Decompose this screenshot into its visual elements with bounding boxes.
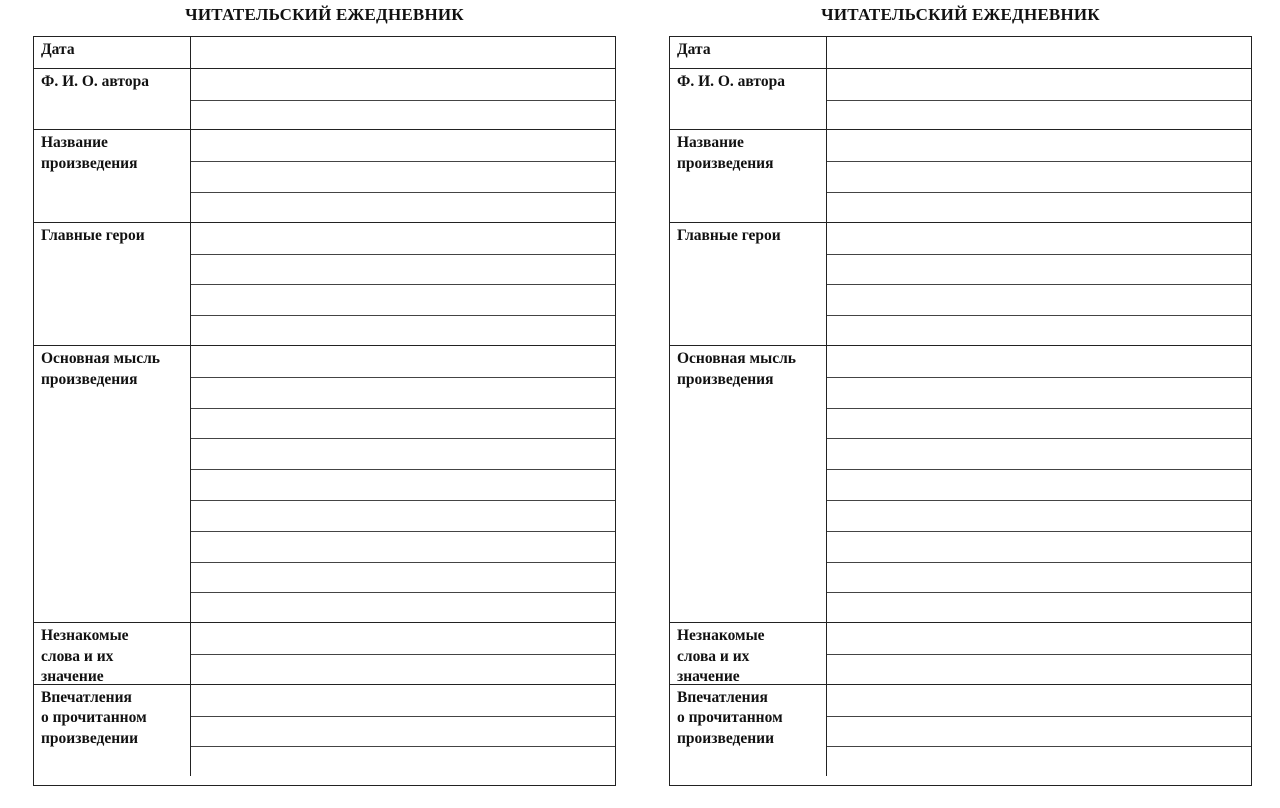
writing-line	[191, 531, 615, 532]
diary-form	[33, 36, 616, 786]
writing-line	[191, 192, 615, 193]
writing-line	[191, 716, 615, 717]
row-label: Главные герои	[34, 223, 191, 345]
writing-line	[827, 161, 1251, 162]
row-label: Основная мысль произведения	[34, 346, 191, 622]
writing-line	[827, 284, 1251, 285]
form-row-unknown-words	[34, 622, 615, 684]
writing-line	[191, 161, 615, 162]
writing-line	[827, 746, 1251, 747]
row-label: Незнакомые слова и их значение	[34, 623, 191, 684]
writing-line	[191, 562, 615, 563]
writing-line	[827, 716, 1251, 717]
row-label: Главные герои	[670, 223, 827, 345]
writing-line	[191, 315, 615, 316]
writing-line	[827, 100, 1251, 101]
writing-line	[191, 408, 615, 409]
row-label: Ф. И. О. автора	[670, 69, 827, 130]
writing-line	[827, 192, 1251, 193]
row-label: Впечатления о прочитанном произведении	[34, 685, 191, 776]
writing-line	[191, 254, 615, 255]
writing-line	[827, 438, 1251, 439]
writing-line	[827, 500, 1251, 501]
row-label: Дата	[34, 37, 191, 68]
writing-line	[827, 315, 1251, 316]
writing-line	[191, 654, 615, 655]
form-row-unknown-words	[670, 622, 1251, 684]
writing-line	[191, 438, 615, 439]
writing-line	[191, 100, 615, 101]
writing-line	[827, 562, 1251, 563]
form-row-date	[34, 37, 615, 68]
writing-line	[191, 592, 615, 593]
form-row-main-idea	[670, 345, 1251, 622]
writing-line	[191, 284, 615, 285]
form-row-main-idea	[34, 345, 615, 622]
writing-line	[191, 469, 615, 470]
diary-form	[669, 36, 1252, 786]
writing-line	[827, 377, 1251, 378]
form-row-impressions	[34, 684, 615, 776]
writing-line	[827, 592, 1251, 593]
form-row-author	[34, 68, 615, 130]
writing-line	[827, 531, 1251, 532]
row-label: Название произведения	[34, 130, 191, 221]
row-label: Впечатления о прочитанном произведении	[670, 685, 827, 776]
page-title: ЧИТАТЕЛЬСКИЙ ЕЖЕДНЕВНИК	[185, 5, 464, 24]
row-label: Незнакомые слова и их значение	[670, 623, 827, 684]
form-row-main-characters	[670, 222, 1251, 345]
writing-line	[827, 408, 1251, 409]
form-row-main-characters	[34, 222, 615, 345]
writing-line	[191, 500, 615, 501]
form-row-author	[670, 68, 1251, 130]
row-label: Название произведения	[670, 130, 827, 221]
form-row-impressions	[670, 684, 1251, 776]
form-row-title	[34, 129, 615, 221]
row-label: Дата	[670, 37, 827, 68]
writing-line	[191, 746, 615, 747]
writing-line	[191, 377, 615, 378]
writing-line	[827, 469, 1251, 470]
writing-line	[827, 654, 1251, 655]
row-label: Основная мысль произведения	[670, 346, 827, 622]
form-row-title	[670, 129, 1251, 221]
form-row-date	[670, 37, 1251, 68]
page-title: ЧИТАТЕЛЬСКИЙ ЕЖЕДНЕВНИК	[821, 5, 1100, 24]
row-label: Ф. И. О. автора	[34, 69, 191, 130]
writing-line	[827, 254, 1251, 255]
